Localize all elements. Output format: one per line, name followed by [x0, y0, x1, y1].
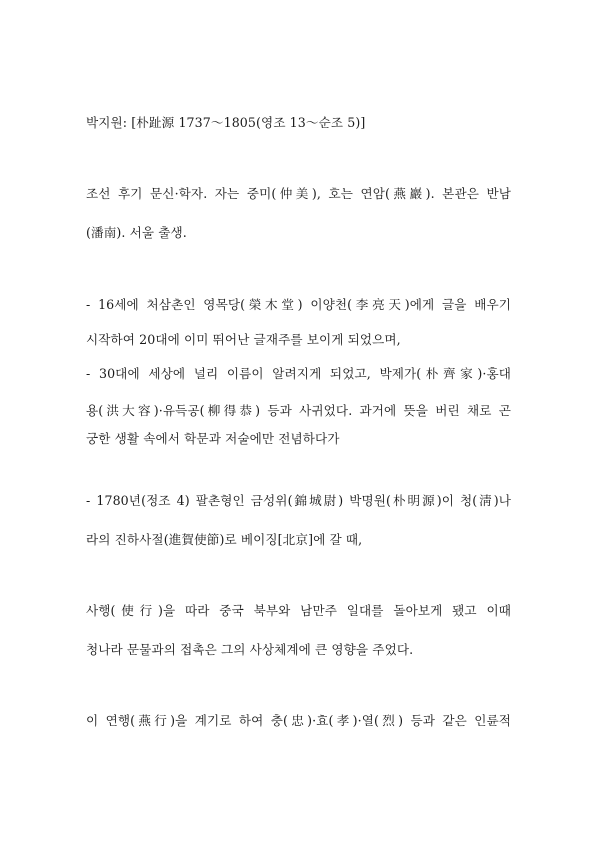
bio-2-line-1: - 30대에 세상에 널리 이름이 알려지게 되었고, 박제가(朴齊家)·홍대: [86, 366, 511, 381]
heading-line: 박지원: [朴趾源 1737～1805(영조 13～순조 5)]: [86, 115, 366, 130]
intro-line-2: (潘南). 서울 출생.: [86, 225, 187, 240]
bio-2-line-2: 용(洪大容)·유득공(柳得恭) 등과 사귀었다. 과거에 뜻을 버린 채로 곤: [86, 403, 511, 418]
bio-5-line-1: 이 연행(燕行)을 계기로 하여 충(忠)·효(孝)·열(烈) 등과 같은 인륜적: [86, 713, 511, 728]
bio-1-line-1: - 16세에 처삼촌인 영목당(榮木堂) 이양천(李亮天)에게 글을 배우기: [86, 297, 511, 312]
bio-4-line-1: 사행(使行)을 따라 중국 북부와 남만주 일대를 돌아보게 됐고 이때: [86, 603, 511, 618]
intro-line-1: 조선 후기 문신·학자. 자는 중미(仲美), 호는 연암(燕巖). 본관은 반남: [86, 186, 511, 201]
bio-3-line-1: - 1780년(정조 4) 팔촌형인 금성위(錦城尉) 박명원(朴明源)이 청(淸)나: [86, 493, 511, 508]
bio-3-line-2: 라의 진하사절(進賀使節)로 베이징[北京]에 갈 때,: [86, 532, 363, 547]
bio-4-line-2: 청나라 문물과의 접촉은 그의 사상체계에 큰 영향을 주었다.: [86, 642, 414, 657]
bio-1-line-2: 시작하여 20대에 이미 뛰어난 글재주를 보이게 되었으며,: [86, 332, 401, 347]
bio-2-line-3: 궁한 생활 속에서 학문과 저술에만 전념하다가: [86, 431, 340, 446]
